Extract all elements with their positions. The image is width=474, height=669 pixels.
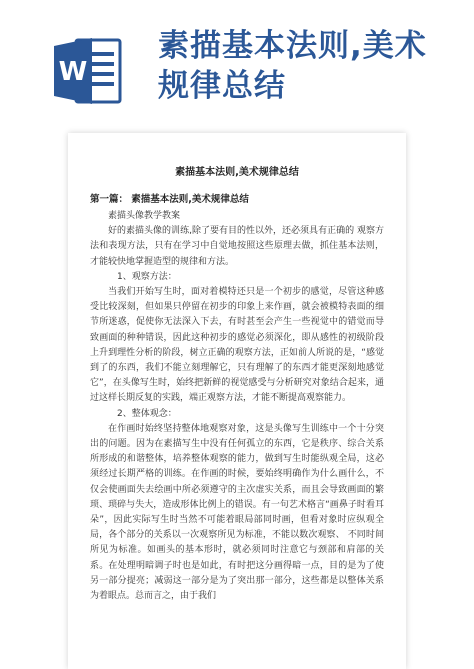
lead-line: 素描头像教学教案 xyxy=(108,211,181,221)
subheading-whole: 2、整体观念： xyxy=(117,408,177,419)
svg-text:W: W xyxy=(58,57,88,87)
section-heading: 第一篇： 素描基本法则,美术规律总结 xyxy=(90,194,249,205)
paragraph-observation: 当我们开始写生时，面对着模特还只是一个初步的感觉，尽管这种感受比较深刻，但如果只停留在初步的印象上来作画，就会被模特表面的细节所迷惑，促使你无法深入下去，有时甚至会产生一些视觉中的错觉而导致画面的种种错误，因此这种初步的感觉必须深化，即从感性的初级阶段上升到理性分析的阶段，树立正确的观察方法，正如前人所说的是，“感觉到了的东西，我们不能立刻理解它，只有理解了的东西才能更深刻地感觉它”，在头像写生时，始终把新鲜的视觉感受与分析研究对象结合起来，通过这样长期反复的实践，端正观察方法，才能不断提高观察能力。 xyxy=(90,287,384,404)
document-title: 素描基本法则,美术规律总结 xyxy=(175,167,299,178)
document-page xyxy=(68,133,406,669)
paragraph-whole: 在作画时始终坚持整体地观察对象，这是头像写生训练中一个十分突出的问题。因为在素描写生中没有任何孤立的东西，它是秩序、综合关系所形成的和谐整体，培养整体观察的能力，做到写生时能纵观全局，这必须经过长期严格的训练。在作画的时候，要始终明确作为什么画什么，不仅会使画面失去绘画中所必须遵守的主次虚实关系，而且会导致画面的繁琐、琐碎与失大，造成形体比例上的错误。有一句艺术格言“画鼻子时看耳朵”，因此实际写生时当然不可能着眼局部同时画，但看对象时应纵观全局，各个部分的关系以一次观察所见为标准，不能以数次观察、 不同时间所见为标准。如画头的基本形时，就必须同时注意它与颈部和肩部的关系。在处理明暗调子时也是如此，有时把这分画得暗一点，目的是为了使另一部分提亮；减弱这一部分是为了突出那一部分，这些都是以整体关系为着眼点。总而言之，由于我们 xyxy=(90,423,384,602)
banner-title: 素描基本法则,美术规律总结 xyxy=(158,28,427,104)
paragraph-intro: 好的素描头像的训练,除了要有目的性以外，还必须具有正确的 观察方法和表现方法，只有在学习中自觉地按照这些原理去做，抓住基本法则，才能较快地掌握造型的规律和方法。 xyxy=(90,226,384,267)
word-document-icon xyxy=(54,36,122,106)
subheading-observation: 1、观察方法： xyxy=(117,271,177,282)
header-banner xyxy=(0,0,474,140)
